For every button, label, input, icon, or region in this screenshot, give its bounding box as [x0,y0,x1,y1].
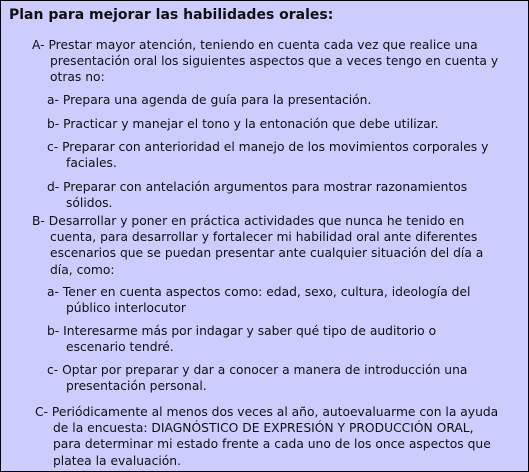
section-a-item-d-line-1: d- Preparar con antelación argumentos para mostrar razonamientos [47,180,468,194]
section-a-item-d-line-2: sólidos. [66,196,113,211]
section-b-line-2: cuenta, para desarrollar y fortalecer mi habilidad oral ante diferentes [50,230,478,245]
section-a-item-a-line-1: a- Prepara una agenda de guía para la presentación. [47,93,372,107]
section-a-item-c-line-1: c- Preparar con anterioridad el manejo de los movimientos corporales y [47,140,489,154]
section-a-line-1: A- Prestar mayor atención, teniendo en cuenta cada vez que realice una [32,38,478,52]
section-b-item-c [47,362,467,394]
section-a-line-3: otras no: [50,70,105,85]
section-a-line-2: presentación oral los siguientes aspectos que a veces tengo en cuenta y [50,54,499,69]
section-b-item-a-line-1: a- Tener en cuenta aspectos como: edad, sexo, cultura, ideología del [47,285,471,299]
section-b-item-b-line-1: b- Interesarme más por indagar y saber qué tipo de auditorio o [47,324,437,338]
section-c-line-1: C- Periódicamente al menos dos veces al año, autoevaluarme con la ayuda [35,405,499,419]
section-b-line-4: día, como: [50,262,115,277]
section-a-item-b-line-1: b- Practicar y manejar el tono y la entonación que debe utilizar. [47,117,439,131]
section-b [32,213,483,278]
section-a-item-c-line-2: faciales. [66,156,117,171]
section-c-line-4: platea la evaluación. [53,453,181,468]
section-b-item-c-line-2: presentación personal. [66,379,207,394]
section-a-item-b [47,116,439,132]
section-b-item-a [47,284,470,316]
section-c [35,404,498,469]
section-b-line-3: escenarios que se puedan presentar ante cualquier situación del día a [50,246,484,261]
section-a-item-d [47,179,467,211]
section-a-item-a [47,92,371,108]
section-c-line-2: de la encuesta: DIAGNÓSTICO DE EXPRESIÓN Y PRODUCCIÓN ORAL, [53,421,474,436]
section-b-item-c-line-1: c- Optar por preparar y dar a conocer a manera de introducción una [47,363,468,377]
page-title: Plan para mejorar las habilidades orales: [9,7,334,23]
section-b-item-b-line-2: escenario tendré. [66,340,174,355]
section-a [32,37,498,86]
section-b-item-a-line-2: público interlocutor [66,301,186,316]
section-c-line-3: para determinar mi estado frente a cada uno de los once aspectos que [53,437,491,452]
section-b-item-b [47,323,436,355]
section-a-item-c [47,139,488,171]
section-b-line-1: B- Desarrollar y poner en práctica actividades que nunca he tenido en [32,214,465,228]
